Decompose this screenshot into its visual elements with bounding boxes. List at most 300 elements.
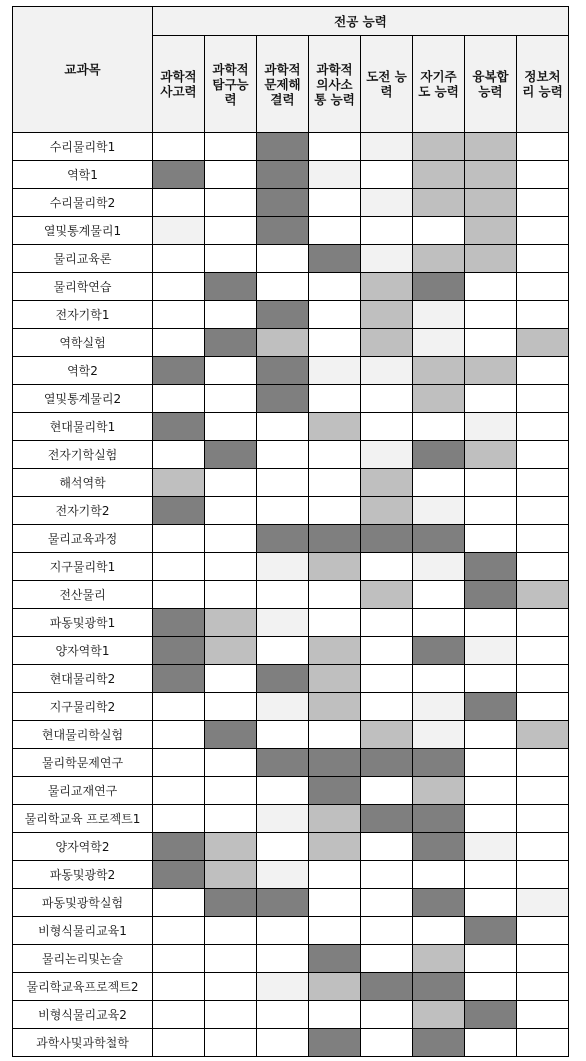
competency-cell bbox=[517, 917, 569, 945]
competency-cell bbox=[309, 973, 361, 1001]
subject-cell: 현대물리학2 bbox=[13, 665, 153, 693]
competency-header-4: 과학적 의사소 통 능력 bbox=[309, 36, 361, 133]
competency-cell bbox=[517, 637, 569, 665]
competency-header-2: 과학적 탐구능 력 bbox=[205, 36, 257, 133]
competency-cell bbox=[153, 497, 205, 525]
competency-cell bbox=[361, 833, 413, 861]
competency-header-7: 융복합 능력 bbox=[465, 36, 517, 133]
competency-cell bbox=[361, 721, 413, 749]
competency-cell bbox=[517, 329, 569, 357]
subject-cell: 파동및광학실험 bbox=[13, 889, 153, 917]
competency-cell bbox=[257, 833, 309, 861]
competency-cell bbox=[309, 161, 361, 189]
table-row bbox=[13, 469, 569, 497]
competency-cell bbox=[257, 917, 309, 945]
competency-cell bbox=[153, 861, 205, 889]
competency-cell bbox=[309, 889, 361, 917]
competency-cell bbox=[257, 357, 309, 385]
competency-cell bbox=[309, 525, 361, 553]
competency-cell bbox=[205, 413, 257, 441]
competency-cell bbox=[205, 945, 257, 973]
competency-cell bbox=[153, 189, 205, 217]
competency-cell bbox=[309, 497, 361, 525]
table-row bbox=[13, 861, 569, 889]
table-row bbox=[13, 721, 569, 749]
competency-cell bbox=[465, 973, 517, 1001]
competency-cell bbox=[153, 917, 205, 945]
competency-cell bbox=[205, 441, 257, 469]
competency-cell bbox=[153, 133, 205, 161]
competency-cell bbox=[205, 777, 257, 805]
competency-cell bbox=[205, 861, 257, 889]
subject-cell: 해석역학 bbox=[13, 469, 153, 497]
subject-cell: 물리학교육 프로젝트1 bbox=[13, 805, 153, 833]
competency-cell bbox=[465, 749, 517, 777]
competency-cell bbox=[153, 357, 205, 385]
competency-cell bbox=[309, 189, 361, 217]
competency-cell bbox=[465, 245, 517, 273]
competency-cell bbox=[153, 273, 205, 301]
competency-cell bbox=[465, 609, 517, 637]
table-row bbox=[13, 973, 569, 1001]
competency-cell bbox=[153, 469, 205, 497]
competency-cell bbox=[309, 805, 361, 833]
competency-cell bbox=[309, 273, 361, 301]
competency-cell bbox=[517, 385, 569, 413]
competency-cell bbox=[413, 525, 465, 553]
competency-cell bbox=[465, 301, 517, 329]
competency-cell bbox=[361, 525, 413, 553]
competency-cell bbox=[413, 581, 465, 609]
competency-cell bbox=[465, 945, 517, 973]
competency-cell bbox=[309, 1029, 361, 1057]
matrix-body bbox=[13, 133, 569, 1057]
competency-cell bbox=[517, 217, 569, 245]
competency-cell bbox=[361, 665, 413, 693]
competency-cell bbox=[465, 581, 517, 609]
subject-cell: 파동및광학1 bbox=[13, 609, 153, 637]
competency-cell bbox=[205, 133, 257, 161]
competency-cell bbox=[205, 301, 257, 329]
competency-cell bbox=[465, 889, 517, 917]
competency-cell bbox=[517, 553, 569, 581]
competency-cell bbox=[413, 217, 465, 245]
competency-cell bbox=[465, 357, 517, 385]
competency-cell bbox=[257, 385, 309, 413]
table-row bbox=[13, 301, 569, 329]
competency-cell bbox=[153, 609, 205, 637]
competency-cell bbox=[309, 581, 361, 609]
competency-cell bbox=[361, 581, 413, 609]
competency-cell bbox=[465, 805, 517, 833]
subject-cell: 물리학문제연구 bbox=[13, 749, 153, 777]
competency-cell bbox=[205, 497, 257, 525]
competency-cell bbox=[361, 441, 413, 469]
competency-cell bbox=[361, 329, 413, 357]
competency-cell bbox=[205, 357, 257, 385]
subject-cell: 열및통계물리2 bbox=[13, 385, 153, 413]
competency-cell bbox=[257, 189, 309, 217]
competency-cell bbox=[465, 133, 517, 161]
competency-cell bbox=[361, 693, 413, 721]
competency-cell bbox=[465, 721, 517, 749]
competency-cell bbox=[465, 441, 517, 469]
competency-cell bbox=[361, 385, 413, 413]
competency-cell bbox=[257, 273, 309, 301]
competency-cell bbox=[465, 917, 517, 945]
competency-cell bbox=[257, 749, 309, 777]
competency-cell bbox=[361, 553, 413, 581]
competency-cell bbox=[465, 665, 517, 693]
competency-cell bbox=[257, 525, 309, 553]
subject-column-header: 교과목 bbox=[13, 7, 153, 133]
competency-cell bbox=[205, 693, 257, 721]
competency-cell bbox=[413, 245, 465, 273]
competency-cell bbox=[465, 161, 517, 189]
competency-cell bbox=[413, 441, 465, 469]
competency-cell bbox=[257, 889, 309, 917]
subject-cell: 물리학연습 bbox=[13, 273, 153, 301]
competency-cell bbox=[309, 861, 361, 889]
competency-cell bbox=[413, 133, 465, 161]
competency-cell bbox=[465, 217, 517, 245]
competency-cell bbox=[413, 693, 465, 721]
competency-cell bbox=[361, 777, 413, 805]
competency-cell bbox=[465, 1029, 517, 1057]
table-row bbox=[13, 749, 569, 777]
competency-cell bbox=[257, 973, 309, 1001]
competency-cell bbox=[517, 273, 569, 301]
competency-cell bbox=[309, 553, 361, 581]
competency-cell bbox=[257, 861, 309, 889]
competency-cell bbox=[413, 553, 465, 581]
competency-cell bbox=[465, 693, 517, 721]
table-row bbox=[13, 413, 569, 441]
competency-cell bbox=[205, 553, 257, 581]
table-row bbox=[13, 553, 569, 581]
competency-cell bbox=[309, 217, 361, 245]
competency-cell bbox=[517, 581, 569, 609]
competency-cell bbox=[205, 469, 257, 497]
competency-cell bbox=[153, 1029, 205, 1057]
competency-header-8: 정보처 리 능력 bbox=[517, 36, 569, 133]
competency-cell bbox=[205, 385, 257, 413]
competency-cell bbox=[153, 973, 205, 1001]
table-row bbox=[13, 637, 569, 665]
competency-cell bbox=[465, 553, 517, 581]
subject-cell: 역학2 bbox=[13, 357, 153, 385]
competency-cell bbox=[257, 553, 309, 581]
competency-cell bbox=[309, 917, 361, 945]
competency-cell bbox=[465, 413, 517, 441]
competency-cell bbox=[205, 525, 257, 553]
competency-cell bbox=[361, 973, 413, 1001]
competency-cell bbox=[257, 665, 309, 693]
competency-cell bbox=[361, 917, 413, 945]
table-row bbox=[13, 217, 569, 245]
competency-cell bbox=[153, 693, 205, 721]
competency-cell bbox=[413, 945, 465, 973]
competency-cell bbox=[153, 777, 205, 805]
competency-cell bbox=[413, 161, 465, 189]
competency-cell bbox=[517, 805, 569, 833]
competency-cell bbox=[517, 665, 569, 693]
competency-cell bbox=[413, 1001, 465, 1029]
competency-cell bbox=[413, 1029, 465, 1057]
competency-cell bbox=[309, 301, 361, 329]
competency-cell bbox=[309, 133, 361, 161]
subject-cell: 비형식물리교육1 bbox=[13, 917, 153, 945]
competency-cell bbox=[465, 861, 517, 889]
subject-cell: 전자기학1 bbox=[13, 301, 153, 329]
competency-cell bbox=[517, 693, 569, 721]
competency-cell bbox=[153, 1001, 205, 1029]
competency-cell bbox=[309, 1001, 361, 1029]
subject-cell: 파동및광학2 bbox=[13, 861, 153, 889]
competency-cell bbox=[153, 245, 205, 273]
competency-cell bbox=[153, 329, 205, 357]
competency-cell bbox=[413, 861, 465, 889]
competency-cell bbox=[361, 749, 413, 777]
competency-cell bbox=[309, 413, 361, 441]
competency-cell bbox=[257, 721, 309, 749]
competency-cell bbox=[413, 833, 465, 861]
competency-cell bbox=[309, 469, 361, 497]
subject-cell: 지구물리학1 bbox=[13, 553, 153, 581]
competency-cell bbox=[361, 161, 413, 189]
competency-cell bbox=[257, 945, 309, 973]
table-row bbox=[13, 161, 569, 189]
competency-cell bbox=[517, 1001, 569, 1029]
competency-cell bbox=[361, 637, 413, 665]
competency-cell bbox=[205, 1029, 257, 1057]
competency-cell bbox=[517, 833, 569, 861]
competency-cell bbox=[517, 945, 569, 973]
subject-cell: 수리물리학1 bbox=[13, 133, 153, 161]
competency-cell bbox=[309, 329, 361, 357]
competency-cell bbox=[153, 441, 205, 469]
table-row bbox=[13, 833, 569, 861]
competency-cell bbox=[361, 861, 413, 889]
competency-cell bbox=[517, 889, 569, 917]
competency-cell bbox=[517, 301, 569, 329]
table-row bbox=[13, 693, 569, 721]
subject-cell: 전자기학실험 bbox=[13, 441, 153, 469]
competency-cell bbox=[413, 273, 465, 301]
competency-cell bbox=[153, 749, 205, 777]
competency-cell bbox=[361, 1029, 413, 1057]
competency-header-3: 과학적 문제해 결력 bbox=[257, 36, 309, 133]
competency-cell bbox=[517, 469, 569, 497]
table-row bbox=[13, 273, 569, 301]
table-row bbox=[13, 525, 569, 553]
competency-cell bbox=[517, 777, 569, 805]
table-row bbox=[13, 581, 569, 609]
subject-cell: 현대물리학실험 bbox=[13, 721, 153, 749]
competency-cell bbox=[361, 1001, 413, 1029]
subject-cell: 과학사및과학철학 bbox=[13, 1029, 153, 1057]
competency-cell bbox=[413, 665, 465, 693]
competency-cell bbox=[361, 945, 413, 973]
competency-cell bbox=[517, 497, 569, 525]
competency-cell bbox=[361, 413, 413, 441]
competency-cell bbox=[257, 497, 309, 525]
table-row bbox=[13, 945, 569, 973]
table-row bbox=[13, 441, 569, 469]
competency-cell bbox=[413, 469, 465, 497]
competency-cell bbox=[205, 245, 257, 273]
competency-cell bbox=[257, 217, 309, 245]
competency-cell bbox=[309, 357, 361, 385]
competency-cell bbox=[361, 469, 413, 497]
competency-cell bbox=[413, 917, 465, 945]
competency-cell bbox=[309, 385, 361, 413]
competency-cell bbox=[517, 1029, 569, 1057]
subject-cell: 전산물리 bbox=[13, 581, 153, 609]
competency-cell bbox=[205, 833, 257, 861]
competency-cell bbox=[257, 469, 309, 497]
competency-cell bbox=[153, 413, 205, 441]
table-row bbox=[13, 917, 569, 945]
competency-cell bbox=[257, 1001, 309, 1029]
competency-cell bbox=[413, 357, 465, 385]
subject-cell: 물리논리및논술 bbox=[13, 945, 153, 973]
competency-cell bbox=[257, 693, 309, 721]
competency-cell bbox=[309, 609, 361, 637]
competency-cell bbox=[413, 189, 465, 217]
subject-cell: 지구물리학2 bbox=[13, 693, 153, 721]
subject-cell: 물리교재연구 bbox=[13, 777, 153, 805]
competency-cell bbox=[205, 581, 257, 609]
competency-cell bbox=[413, 329, 465, 357]
competency-cell bbox=[153, 385, 205, 413]
subject-cell: 물리교육과정 bbox=[13, 525, 153, 553]
table-row bbox=[13, 1001, 569, 1029]
table-row bbox=[13, 805, 569, 833]
competency-cell bbox=[153, 581, 205, 609]
competency-cell bbox=[465, 497, 517, 525]
competency-cell bbox=[465, 833, 517, 861]
competency-cell bbox=[517, 133, 569, 161]
competency-cell bbox=[205, 189, 257, 217]
subject-cell: 비형식물리교육2 bbox=[13, 1001, 153, 1029]
competency-cell bbox=[413, 637, 465, 665]
competency-header-1: 과학적 사고력 bbox=[153, 36, 205, 133]
competency-cell bbox=[153, 217, 205, 245]
competency-cell bbox=[257, 133, 309, 161]
competency-cell bbox=[153, 833, 205, 861]
competency-cell bbox=[413, 777, 465, 805]
competency-cell bbox=[153, 301, 205, 329]
competency-cell bbox=[517, 441, 569, 469]
table-row bbox=[13, 497, 569, 525]
competency-cell bbox=[153, 161, 205, 189]
competency-cell bbox=[517, 525, 569, 553]
competency-cell bbox=[413, 749, 465, 777]
competency-cell bbox=[309, 441, 361, 469]
competency-cell bbox=[413, 721, 465, 749]
competency-cell bbox=[517, 861, 569, 889]
competency-cell bbox=[413, 889, 465, 917]
competency-cell bbox=[257, 637, 309, 665]
competency-cell bbox=[517, 609, 569, 637]
competency-cell bbox=[361, 497, 413, 525]
competency-cell bbox=[361, 245, 413, 273]
competency-cell bbox=[205, 721, 257, 749]
competency-cell bbox=[361, 805, 413, 833]
competency-cell bbox=[257, 581, 309, 609]
competency-cell bbox=[205, 805, 257, 833]
table-row bbox=[13, 357, 569, 385]
competency-cell bbox=[205, 917, 257, 945]
competency-cell bbox=[465, 273, 517, 301]
competency-cell bbox=[413, 609, 465, 637]
subject-cell: 양자역학1 bbox=[13, 637, 153, 665]
competency-group-header: 전공 능력 bbox=[153, 7, 569, 36]
subject-cell: 역학실험 bbox=[13, 329, 153, 357]
competency-cell bbox=[361, 357, 413, 385]
competency-cell bbox=[205, 161, 257, 189]
competency-cell bbox=[257, 161, 309, 189]
competency-cell bbox=[257, 329, 309, 357]
competency-cell bbox=[257, 441, 309, 469]
table-row bbox=[13, 189, 569, 217]
competency-matrix-table bbox=[12, 6, 569, 1057]
table-row bbox=[13, 609, 569, 637]
competency-cell bbox=[153, 889, 205, 917]
competency-cell bbox=[517, 357, 569, 385]
competency-cell bbox=[361, 609, 413, 637]
competency-cell bbox=[153, 805, 205, 833]
competency-cell bbox=[205, 217, 257, 245]
competency-cell bbox=[257, 777, 309, 805]
competency-cell bbox=[361, 217, 413, 245]
competency-cell bbox=[517, 161, 569, 189]
table-row bbox=[13, 889, 569, 917]
competency-cell bbox=[153, 637, 205, 665]
competency-cell bbox=[517, 189, 569, 217]
competency-cell bbox=[309, 777, 361, 805]
competency-cell bbox=[517, 245, 569, 273]
competency-cell bbox=[309, 245, 361, 273]
competency-cell bbox=[361, 889, 413, 917]
competency-cell bbox=[465, 525, 517, 553]
competency-cell bbox=[309, 721, 361, 749]
competency-cell bbox=[153, 553, 205, 581]
subject-cell: 전자기학2 bbox=[13, 497, 153, 525]
competency-cell bbox=[153, 665, 205, 693]
competency-cell bbox=[361, 133, 413, 161]
competency-cell bbox=[205, 329, 257, 357]
competency-cell bbox=[205, 973, 257, 1001]
competency-cell bbox=[309, 833, 361, 861]
competency-cell bbox=[361, 273, 413, 301]
competency-cell bbox=[205, 665, 257, 693]
competency-cell bbox=[361, 301, 413, 329]
competency-cell bbox=[413, 385, 465, 413]
competency-cell bbox=[153, 525, 205, 553]
subject-cell: 현대물리학1 bbox=[13, 413, 153, 441]
competency-cell bbox=[205, 637, 257, 665]
competency-cell bbox=[309, 665, 361, 693]
competency-cell bbox=[465, 1001, 517, 1029]
competency-cell bbox=[413, 413, 465, 441]
competency-cell bbox=[309, 749, 361, 777]
subject-cell: 열및통계물리1 bbox=[13, 217, 153, 245]
competency-header-6: 자기주 도 능력 bbox=[413, 36, 465, 133]
table-row bbox=[13, 665, 569, 693]
competency-cell bbox=[257, 805, 309, 833]
